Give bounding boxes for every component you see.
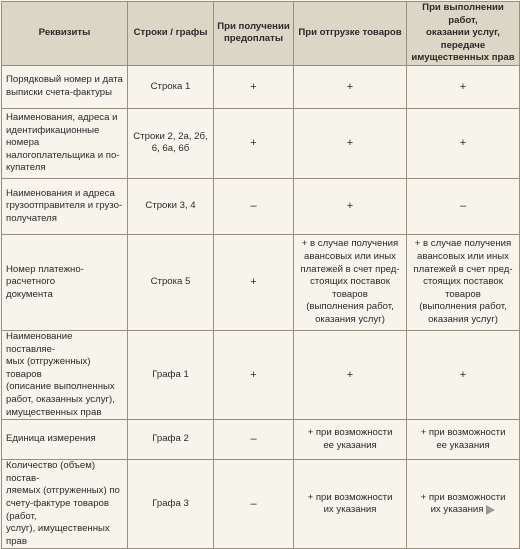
cell-shipment: +: [294, 330, 407, 419]
cell-prepayment: +: [214, 108, 294, 178]
cell-prepayment: –: [214, 460, 294, 549]
table-row: [2, 65, 520, 108]
cell-line: Строки 3, 4: [128, 178, 214, 234]
table-row: [2, 330, 520, 419]
cell-services: + в случае получения авансовых или иных платежей в счет пред- стоящих поставок товаров (выполнения работ, оказания услуг): [407, 234, 520, 330]
cell-shipment: +: [294, 178, 407, 234]
cell-services: +: [407, 108, 520, 178]
cell-services: –: [407, 178, 520, 234]
header-lines-columns: Строки / графы: [128, 2, 214, 66]
header-prepayment: При получении предоплаты: [214, 2, 294, 66]
table-row: [2, 460, 520, 549]
table-row: [2, 108, 520, 178]
header-requisites: Реквизиты: [2, 2, 128, 66]
table-row: [2, 420, 520, 460]
cell-shipment: + в случае получения авансовых или иных платежей в счет пред- стоящих поставок товаров (выполнения работ, оказания услуг): [294, 234, 407, 330]
cell-prepayment: +: [214, 234, 294, 330]
cell-requisite: Единица измерения: [2, 420, 128, 460]
cell-line: Строка 1: [128, 65, 214, 108]
cell-prepayment: –: [214, 178, 294, 234]
cell-requisite: Наименования и адреса грузоотправителя и грузо- получателя: [2, 178, 128, 234]
cell-prepayment: +: [214, 65, 294, 108]
cell-requisite: Номер платежно-расчетного документа: [2, 234, 128, 330]
cell-shipment: +: [294, 65, 407, 108]
cell-prepayment: +: [214, 330, 294, 419]
cell-requisite: Количество (объем) постав- ляемых (отгруженных) по счету-фактуре товаров (работ, услуг), имущественных прав: [2, 460, 128, 549]
cell-requisite: Порядковый номер и дата выписки счета-фактуры: [2, 65, 128, 108]
cell-line: Графа 3: [128, 460, 214, 549]
cell-shipment: + при возможности их указания: [294, 460, 407, 549]
requisites-table: [1, 1, 520, 549]
cell-shipment: +: [294, 108, 407, 178]
header-row: [2, 2, 520, 66]
cell-services-container: [407, 460, 520, 549]
cell-line: Графа 1: [128, 330, 214, 419]
table-row: [2, 234, 520, 330]
cell-services: +: [407, 330, 520, 419]
cell-shipment: + при возможности ее указания: [294, 420, 407, 460]
cell-line: Графа 2: [128, 420, 214, 460]
table-row: [2, 178, 520, 234]
cell-services: +: [407, 65, 520, 108]
cell-requisite: Наименования, адреса и идентификационные номера налогоплательщика и по- купателя: [2, 108, 128, 178]
continue-arrow-icon: [486, 505, 495, 515]
cell-line: Строки 2, 2а, 2б, 6, 6а, 6б: [128, 108, 214, 178]
header-shipment: При отгрузке товаров: [294, 2, 407, 66]
cell-services: + при возможности их указания: [420, 491, 506, 516]
cell-prepayment: –: [214, 420, 294, 460]
cell-services: + при возможности ее указания: [407, 420, 520, 460]
header-services: При выполнении работ, оказании услуг, передаче имущественных прав: [407, 2, 520, 66]
cell-line: Строка 5: [128, 234, 214, 330]
cell-requisite: Наименование поставляе- мых (отгруженных) товаров (описание выполненных работ, оказанных услуг), имущественных прав: [2, 330, 128, 419]
